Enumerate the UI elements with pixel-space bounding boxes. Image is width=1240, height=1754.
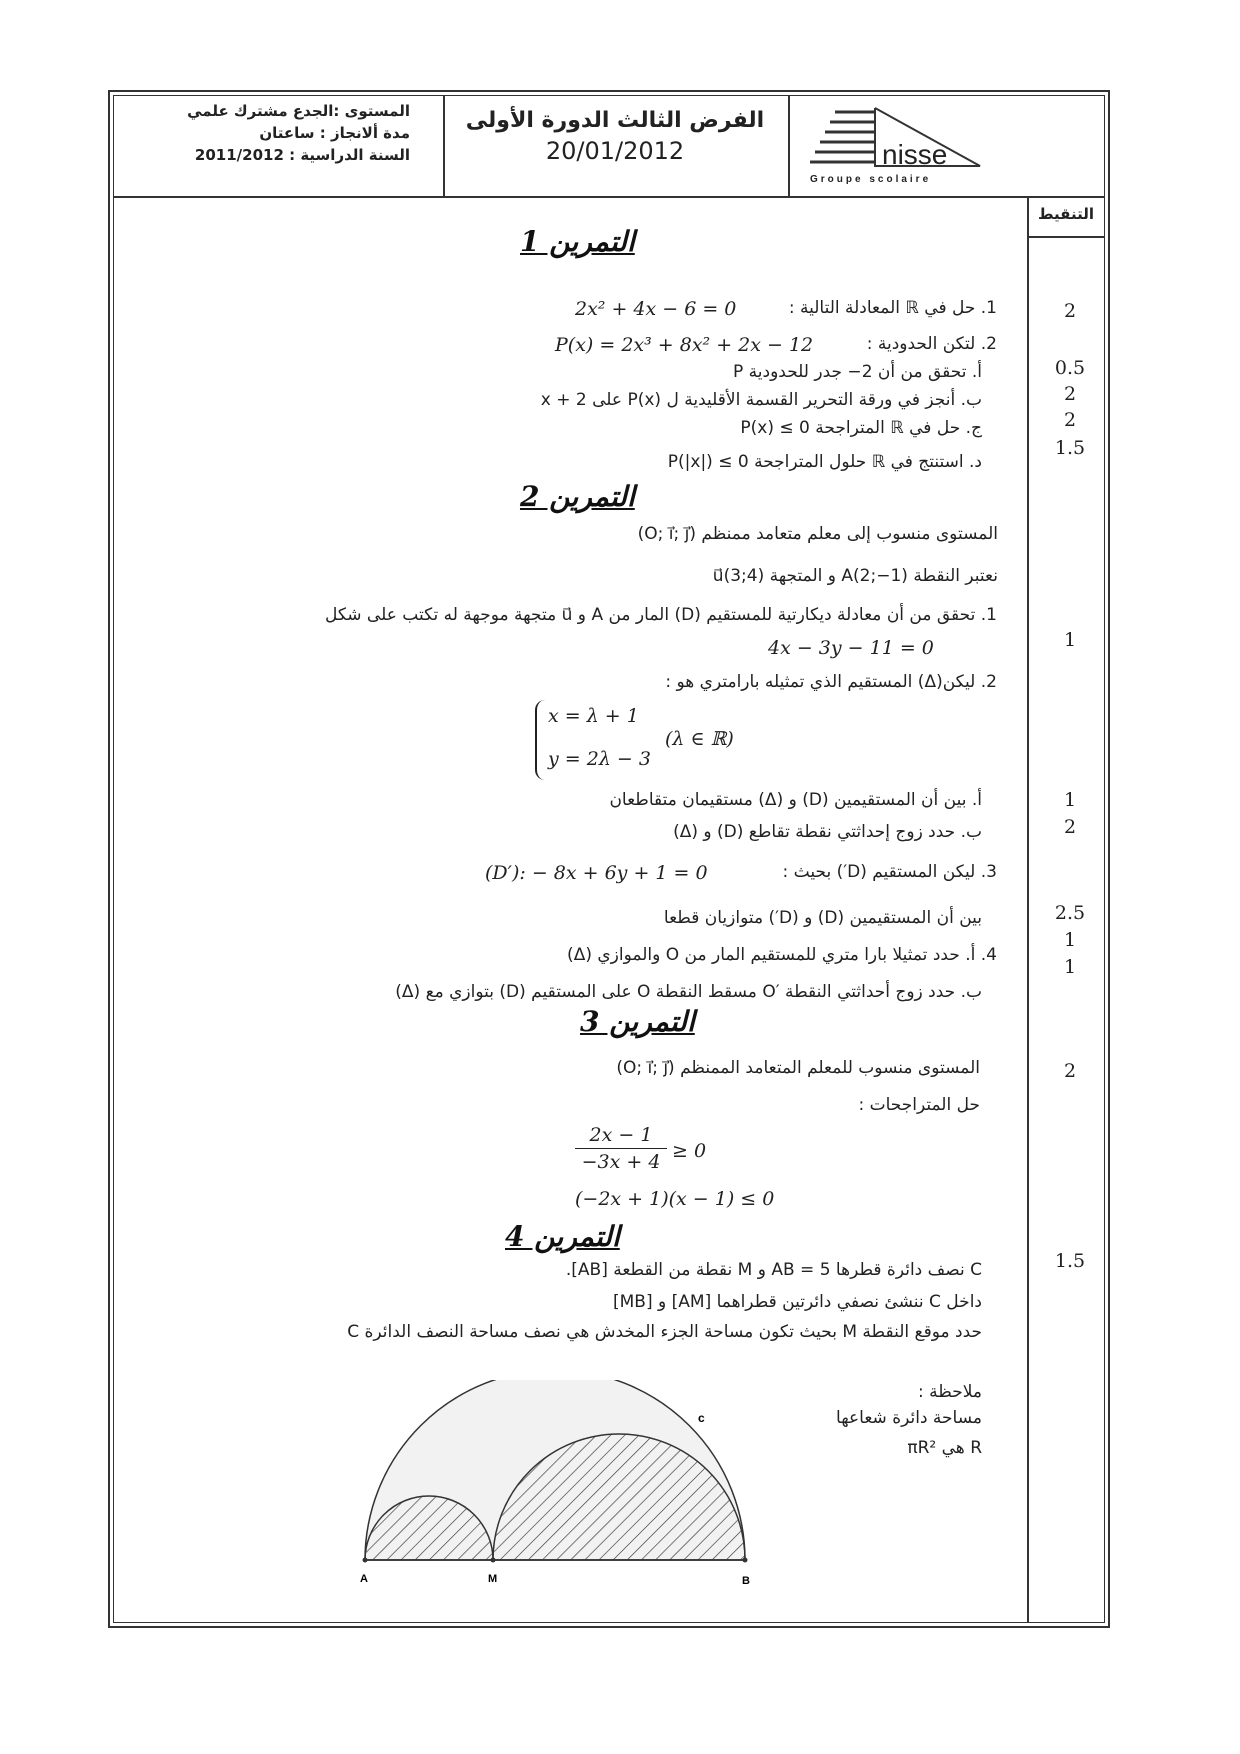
grade-ex2-q4a: 1 (1063, 929, 1077, 951)
ex2-title: التمرين 2 (520, 480, 635, 513)
ex3-inequality-2: (−2x + 1)(x − 1) ≤ 0 (575, 1188, 775, 1210)
ex2-q3b: بين أن المستقيمين (D) و (D′) متوازيان قطعا (663, 908, 982, 928)
grade-ex2-q3: 2.5 (1054, 902, 1086, 924)
ex2-q2a: أ. بين أن المستقيمين (D) و (Δ) مستقيمان متقاطعان (609, 790, 982, 810)
ex1-q2-polynomial: P(x) = 2x³ + 8x² + 2x − 12 (555, 334, 814, 356)
semicircle-figure (340, 1380, 810, 1600)
ex3-title: التمرين 3 (580, 1005, 695, 1038)
logo-sub: Groupe scolaire (810, 174, 932, 185)
logo-icon (800, 102, 1030, 190)
grade-ex1-q1: 2 (1063, 300, 1077, 322)
ex2-intro2: نعتبر النقطة A(2;−1) و المتجهة u⃗(3;4) (712, 566, 998, 586)
ex1-q2b: ب. أنجز في ورقة التحرير القسمة الأقليدية ل P(x) على x + 2 (540, 390, 982, 410)
grading-column-divider (1027, 196, 1029, 1623)
label-B: B (742, 1575, 750, 1587)
fraction-numerator: 2x − 1 (589, 1124, 653, 1146)
ex2-q2b: ب. حدد زوج إحداثتي نقطة تقاطع (D) و (Δ) (673, 822, 982, 842)
ex1-q1: 1. حل في ℝ المعادلة التالية : (788, 298, 997, 318)
exam-date: 20/01/2012 (545, 137, 685, 165)
label-M: M (488, 1573, 498, 1585)
inequality-fraction (575, 1124, 667, 1173)
ex4-line2: داخل C ننشئ نصفي دائرتين قطراهما [AM] و [MB] (613, 1292, 982, 1312)
note-title: ملاحظة : (918, 1382, 982, 1402)
grade-ex1-q2b: 2 (1063, 383, 1077, 405)
duration-text: مدة ألانجاز : ساعتان (259, 124, 410, 142)
level-text: المستوى :الجدع مشترك علمي (187, 102, 410, 120)
point-A (363, 1558, 368, 1563)
logo-name: nisse (882, 139, 948, 170)
grade-ex2-q2b: 2 (1063, 816, 1077, 838)
school-logo (800, 102, 1030, 190)
ex1-q2d: د. استنتج في ℝ حلول المتراجحة P(|x|) ≤ 0 (667, 452, 982, 472)
ex2-q2: 2. ليكن(Δ) المستقيم الذي تمثيله بارامتري هو : (665, 672, 997, 692)
ex3-prompt: حل المتراجحات : (858, 1095, 980, 1115)
note-line-2: R هي πR² (907, 1438, 982, 1458)
system-line-2: y = 2λ − 3 (548, 748, 651, 770)
ex1-q2: 2. لتكن الحدودية : (866, 334, 997, 354)
grading-head-divider (1027, 236, 1105, 238)
grade-ex3: 2 (1063, 1060, 1077, 1082)
system-parameter: (λ ∈ ℝ) (665, 728, 734, 750)
grade-ex2-q2a: 1 (1063, 789, 1077, 811)
ex2-q4b: ب. حدد زوج أحداثتي النقطة ′O مسقط النقطة O على المستقيم (D) بتوازي مع (Δ) (395, 982, 982, 1002)
ex4-title: التمرين 4 (505, 1220, 620, 1253)
ex1-q2a: أ. تحقق من أن 2− جدر للحدودية P (732, 362, 982, 382)
school-year-text: السنة الدراسية : 2011/2012 (194, 146, 410, 164)
fraction-bar (575, 1148, 667, 1149)
fraction-relation: ≥ 0 (672, 1140, 707, 1162)
point-B (743, 1558, 748, 1563)
grade-ex1-q2d: 1.5 (1054, 437, 1086, 459)
header-info (120, 100, 410, 166)
ex4-line1: C نصف دائرة قطرها AB = 5 و M نقطة من القطعة [AB]. (565, 1260, 982, 1280)
system-line-1: x = λ + 1 (548, 705, 639, 727)
ex4-line3: حدد موقع النقطة M بحيث تكون مساحة الجزء المخدش هي نصف مساحة النصف الدائرة C (347, 1322, 982, 1342)
label-C: c (698, 1411, 705, 1425)
ex2-q3: 3. ليكن المستقيم (D′) بحيث : (782, 862, 997, 882)
ex2-intro1: المستوى منسوب إلى معلم متعامد ممنظم (O; i⃗; j⃗) (637, 524, 998, 544)
label-A: A (360, 1573, 368, 1585)
note-line-1: مساحة دائرة شعاعها (836, 1408, 982, 1428)
exam-title-block (445, 108, 785, 165)
grade-ex1-q2a: 0.5 (1054, 357, 1086, 379)
fraction-denominator: −3x + 4 (581, 1151, 661, 1173)
header-col-divider-2 (788, 95, 790, 196)
exam-title: الفرض الثالث الدورة الأولى (465, 108, 765, 133)
ex2-q3-equation: (D′): − 8x + 6y + 1 = 0 (485, 862, 708, 884)
ex3-intro: المستوى منسوب للمعلم المتعامد الممنظم (O; i⃗; j⃗) (616, 1058, 980, 1078)
point-M (491, 1558, 496, 1563)
ex2-q1: 1. تحقق من أن معادلة ديكارتية للمستقيم (D) المار من A و u⃗ متجهة موجهة له تكتب على شكل (325, 605, 997, 625)
ex2-q1-equation: 4x − 3y − 11 = 0 (768, 637, 934, 659)
grade-ex2-q1: 1 (1063, 629, 1077, 651)
ex1-q1-equation: 2x² + 4x − 6 = 0 (575, 298, 737, 320)
grade-ex4: 1.5 (1054, 1250, 1086, 1272)
header-divider (113, 196, 1105, 198)
ex2-q4a: 4. أ. حدد تمثيلا بارا متري للمستقيم المار من O والموازي (Δ) (567, 945, 997, 965)
ex1-title: التمرين 1 (520, 225, 635, 258)
system-brace (535, 700, 547, 780)
ex1-q2c: ج. حل في ℝ المتراجحة P(x) ≤ 0 (740, 418, 982, 438)
grading-label: التنقيط (1037, 205, 1094, 223)
grade-ex2-q4b: 1 (1063, 956, 1077, 978)
grade-ex1-q2c: 2 (1063, 409, 1077, 431)
